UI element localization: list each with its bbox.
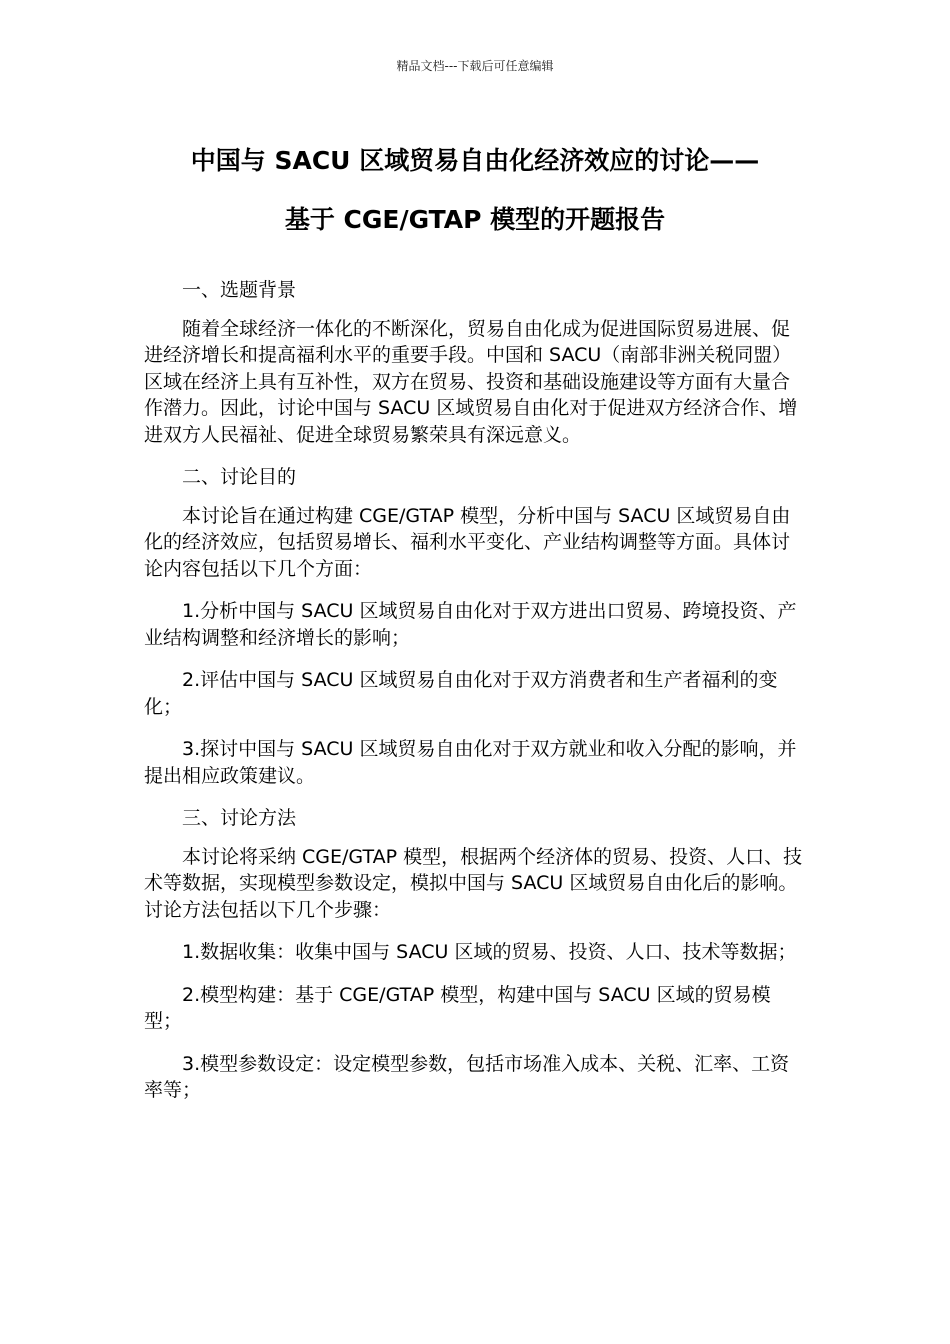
purpose-paragraph: 本讨论旨在通过构建 CGE/GTAP 模型，分析中国与 SACU 区域贸易自由化的经济效应，包括贸易增长、福利水平变化、产业结构调整等方面。具体讨论内容包括以下几个方面： [144,504,791,580]
background-paragraph: 随着全球经济一体化的不断深化，贸易自由化成为促进国际贸易进展、促进经济增长和提高福利水平的重要手段。中国和 SACU（南部非洲关税同盟）区域在经济上具有互补性，双方在贸易、投资和基础设施建设等方面有大量合作潜力。因此，讨论中国与 SACU 区域贸易自由化对于促进双方经济合作、增进双方人民福祉、促进全球贸易繁荣具有深远意义。 [144,317,798,446]
purpose-item-2: 2.评估中国与 SACU 区域贸易自由化对于双方消费者和生产者福利的变化； [144,669,778,718]
purpose-item-3: 3.探讨中国与 SACU 区域贸易自由化对于双方就业和收入分配的影响，并提出相应政策建议。 [144,738,797,787]
section-heading-purpose: 二、讨论目的 [182,466,297,488]
method-item-1: 1.数据收集：收集中国与 SACU 区域的贸易、投资、人口、技术等数据； [182,941,797,963]
method-item-2: 2.模型构建：基于 CGE/GTAP 模型，构建中国与 SACU 区域的贸易模型； [144,983,771,1032]
section-heading-method: 三、讨论方法 [182,807,297,829]
section-heading-background: 一、选题背景 [182,279,297,301]
document-body [144,277,808,1120]
document-title-line-2: 基于 CGE/GTAP 模型的开题报告 [284,205,666,234]
method-item-3: 3.模型参数设定：设定模型参数，包括市场准入成本、关税、汇率、工资率等； [144,1052,790,1101]
purpose-item-1: 1.分析中国与 SACU 区域贸易自由化对于双方进出口贸易、跨境投资、产业结构调整和经济增长的影响； [144,600,797,649]
document-title-line-1: 中国与 SACU 区域贸易自由化经济效应的讨论—— [190,146,760,175]
method-paragraph: 本讨论将采纳 CGE/GTAP 模型，根据两个经济体的贸易、投资、人口、技术等数据，实现模型参数设定，模拟中国与 SACU 区域贸易自由化后的影响。讨论方法包括以下几个步骤： [144,845,803,921]
page-header: 精品文档---下载后可任意编辑 [396,59,554,73]
